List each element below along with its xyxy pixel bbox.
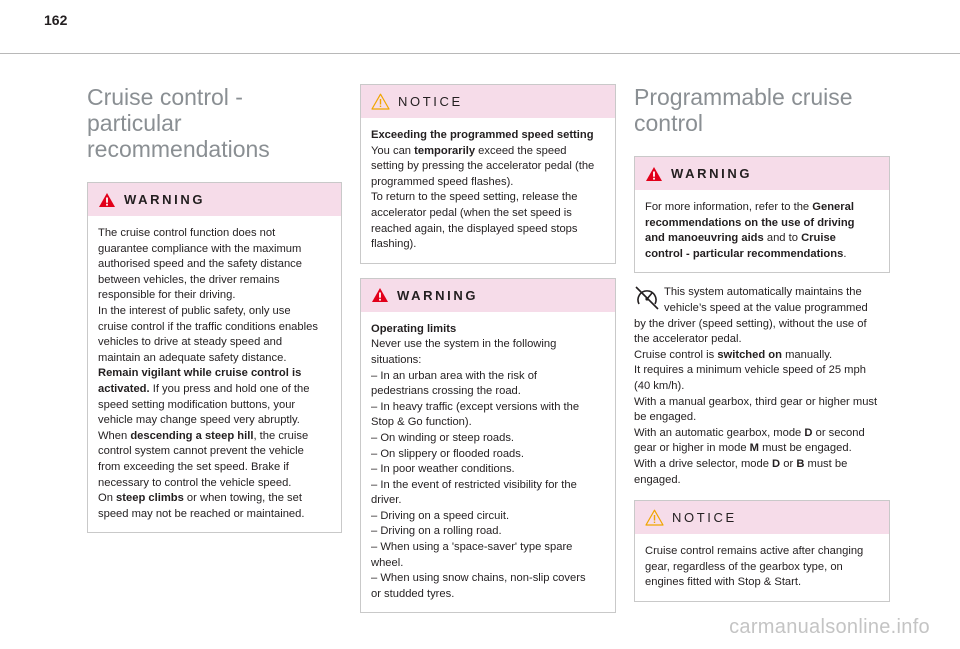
text: situations: — [371, 353, 422, 366]
text: reached again, the displayed speed stops — [371, 222, 578, 235]
text-line — [371, 237, 605, 253]
warning-body — [88, 216, 341, 532]
page-number: 162 — [44, 12, 68, 28]
text: This system automatically maintains the — [664, 286, 862, 299]
bold-text: activated. — [98, 382, 150, 395]
text: flashing). — [371, 238, 417, 251]
text: If you press and hold one of the — [149, 382, 310, 395]
text-line — [371, 175, 605, 191]
text: or studded tyres. — [371, 587, 455, 600]
bold-text: descending a steep hill — [130, 429, 254, 442]
notice-title: NOTICE — [672, 510, 737, 526]
text: the accelerator pedal. — [634, 333, 742, 346]
bold-text: D — [772, 457, 781, 470]
text-line — [98, 351, 331, 367]
bold-text: recommendations on the use of driving — [645, 216, 855, 229]
text-line — [645, 247, 879, 263]
text-line — [371, 128, 605, 144]
text-line — [634, 441, 890, 457]
text-line — [634, 473, 890, 489]
text: (40 km/h). — [634, 379, 685, 392]
text: or — [780, 457, 797, 470]
text-line — [98, 429, 331, 445]
text: pedestrians crossing the road. — [371, 385, 521, 398]
text-line — [634, 363, 890, 379]
text-line — [371, 556, 605, 572]
top-rule — [0, 53, 960, 54]
text-line — [98, 460, 331, 476]
text: gear or higher in mode — [634, 442, 750, 455]
text-line — [371, 190, 605, 206]
text: between vehicles, the driver remains — [98, 273, 280, 286]
text-line — [371, 478, 605, 494]
text-line — [645, 200, 879, 216]
text: vehicle’s speed at the value programmed — [664, 301, 868, 314]
warning-box — [634, 156, 890, 273]
text: – In the event of restricted visibility for the — [371, 478, 577, 491]
text: exceed the speed — [475, 144, 567, 157]
text-line — [98, 444, 331, 460]
text-line — [645, 544, 879, 560]
text: responsible for their driving. — [98, 289, 236, 302]
text: speed may not be reached or maintained. — [98, 507, 305, 520]
text-line — [371, 159, 605, 175]
section-heading-programmable-cruise-control — [634, 84, 890, 136]
warning-triangle-icon — [98, 192, 116, 208]
warning-box-header — [361, 279, 615, 312]
bold-text: Remain vigilant while cruise control is — [98, 367, 302, 380]
text-line — [645, 231, 879, 247]
text-line — [98, 257, 331, 273]
text-line — [98, 304, 331, 320]
heading-line: recommendations — [87, 136, 270, 162]
bold-text: D — [804, 426, 813, 439]
text: – Driving on a speed circuit. — [371, 509, 510, 522]
text: It requires a minimum vehicle speed of 25 mph — [634, 364, 866, 377]
text-line — [371, 400, 605, 416]
bold-text: B — [796, 457, 805, 470]
text: – In heavy traffic (except versions with the — [371, 400, 580, 413]
text-line — [98, 413, 331, 429]
text: With a manual gearbox, third gear or higher must — [634, 395, 878, 408]
text: You can — [371, 144, 415, 157]
text-line — [645, 216, 879, 232]
text-line — [371, 322, 605, 338]
text-line — [371, 509, 605, 525]
text: speed setting modification buttons, your — [98, 398, 296, 411]
text: maintain an adequate safety distance. — [98, 351, 287, 364]
warning-body — [635, 190, 889, 272]
bold-text: Operating limits — [371, 322, 457, 335]
notice-body — [361, 118, 615, 263]
text: engines fitted with Stop & Start. — [645, 576, 802, 589]
bold-text: temporarily — [414, 144, 476, 157]
text-line — [371, 222, 605, 238]
text: programmed speed flashes). — [371, 175, 514, 188]
text-line — [98, 491, 331, 507]
text: gear, regardless of the gearbox type, on — [645, 560, 843, 573]
text: vehicles to drive at steady speed and — [98, 336, 283, 349]
bold-text: General — [812, 201, 854, 213]
warning-triangle-icon — [371, 287, 389, 303]
notice-box — [360, 84, 616, 264]
text: and to — [763, 232, 802, 245]
text-line — [98, 382, 331, 398]
text: To return to the speed setting, release the — [371, 191, 578, 204]
text: , the cruise — [253, 429, 309, 442]
text-line — [98, 320, 331, 336]
text: wheel. — [371, 556, 404, 569]
text-line — [371, 571, 605, 587]
text: necessary to control the vehicle speed. — [98, 476, 292, 489]
text-line — [98, 476, 331, 492]
text: driver. — [371, 494, 402, 507]
text: – In an urban area with the risk of — [371, 369, 538, 382]
text-line — [98, 398, 331, 414]
text-line — [645, 560, 879, 576]
text-line — [98, 226, 331, 242]
text: accelerator pedal (when the set speed is — [371, 206, 572, 219]
warning-title: WARNING — [671, 166, 753, 181]
notice-box-header — [635, 501, 889, 534]
text: With a drive selector, mode — [634, 457, 773, 470]
text-line — [371, 524, 605, 540]
text-line — [98, 335, 331, 351]
text: Cruise control is — [634, 348, 718, 361]
text: be engaged. — [634, 411, 697, 424]
text-line — [634, 317, 890, 333]
notice-box-header — [361, 85, 615, 118]
notice-box — [634, 500, 890, 602]
column-3 — [634, 84, 890, 602]
text: – In poor weather conditions. — [371, 463, 515, 476]
warning-box-operating-limits — [360, 278, 616, 614]
bold-text: control - particular recommendations — [645, 247, 844, 260]
text: – On slippery or flooded roads. — [371, 447, 524, 460]
text: Cruise control remains active after changing — [645, 545, 864, 558]
text: vehicle may change speed very abruptly. — [98, 414, 300, 427]
warning-title: WARNING — [124, 192, 206, 207]
text-line — [98, 273, 331, 289]
text-line — [371, 462, 605, 478]
text-line — [371, 384, 605, 400]
text: On — [98, 492, 117, 505]
text: – When using a 'space-saver' type spare — [371, 541, 573, 554]
warning-box-header — [635, 157, 889, 190]
text: – Driving on a rolling road. — [371, 525, 502, 538]
notice-body — [635, 534, 889, 601]
text-line — [371, 206, 605, 222]
warning-body — [361, 312, 615, 613]
notice-triangle-icon — [371, 93, 390, 110]
text-line — [371, 369, 605, 385]
warning-box-header — [88, 183, 341, 216]
text-line — [371, 493, 605, 509]
warning-title: WARNING — [397, 287, 479, 303]
heading-line: Cruise control - particular — [87, 84, 243, 136]
text-line — [634, 426, 890, 442]
cruise-control-description — [634, 285, 890, 488]
text: or when towing, the set — [183, 492, 302, 505]
text: by the driver (speed setting), without the use of — [634, 317, 867, 330]
text: engaged. — [634, 473, 681, 486]
text-line — [371, 587, 605, 603]
text-line — [634, 379, 890, 395]
watermark: carmanualsonline.info — [729, 616, 930, 638]
text: cruise control if the traffic conditions enables — [98, 320, 318, 333]
text: must be engaged. — [759, 442, 852, 455]
heading-line: control — [634, 110, 704, 136]
text-line — [98, 507, 331, 523]
text: With an automatic gearbox, mode — [634, 426, 805, 439]
text-line — [371, 415, 605, 431]
warning-box — [87, 182, 342, 533]
description-text — [634, 285, 890, 488]
text-line — [371, 447, 605, 463]
bold-text: and manoeuvring aids — [645, 232, 764, 245]
column-2 — [360, 84, 616, 613]
column-1 — [87, 84, 342, 533]
text: manually. — [781, 348, 833, 361]
text-line — [645, 575, 879, 591]
bold-text: M — [749, 442, 759, 455]
text: – When using snow chains, non-slip covers — [371, 572, 586, 585]
text-line — [98, 242, 331, 258]
section-heading-cruise-control-recommendations — [87, 84, 342, 162]
bold-text: Exceeding the programmed speed setting — [371, 129, 594, 141]
text-line — [371, 353, 605, 369]
text: When — [98, 429, 131, 442]
text-line — [371, 337, 605, 353]
bold-text: Cruise — [801, 232, 836, 245]
text: authorised speed and the safety distance — [98, 258, 303, 271]
text-line — [371, 540, 605, 556]
text-line — [98, 288, 331, 304]
text: Never use the system in the following — [371, 338, 557, 351]
bold-text: switched on — [717, 348, 782, 361]
notice-title: NOTICE — [398, 94, 463, 109]
text-line — [634, 395, 890, 411]
text: Stop & Go function). — [371, 416, 472, 429]
text-line — [371, 144, 605, 160]
notice-triangle-icon — [645, 509, 664, 526]
text-line — [634, 348, 890, 364]
text-line — [634, 301, 890, 317]
text: – On winding or steep roads. — [371, 431, 515, 444]
heading-line: Programmable cruise — [634, 84, 853, 110]
text-line — [634, 285, 890, 301]
text: control system cannot prevent the vehicle — [98, 445, 304, 458]
text: . — [843, 247, 847, 260]
text: setting by pressing the accelerator pedal (the — [371, 160, 595, 173]
bold-text: steep climbs — [116, 492, 184, 505]
warning-triangle-icon — [645, 166, 663, 182]
text: The cruise control function does not — [98, 227, 276, 239]
text-line — [634, 332, 890, 348]
text-line — [634, 410, 890, 426]
text-line — [371, 431, 605, 447]
text: For more information, refer to the — [645, 201, 813, 213]
text: guarantee compliance with the maximum — [98, 242, 302, 255]
text-line — [98, 366, 331, 382]
cruise-control-icon — [634, 285, 660, 311]
text: In the interest of public safety, only use — [98, 304, 291, 317]
text: from exceeding the set speed. Brake if — [98, 460, 289, 473]
text: or second — [812, 426, 865, 439]
text: must be — [804, 457, 848, 470]
text-line — [634, 457, 890, 473]
